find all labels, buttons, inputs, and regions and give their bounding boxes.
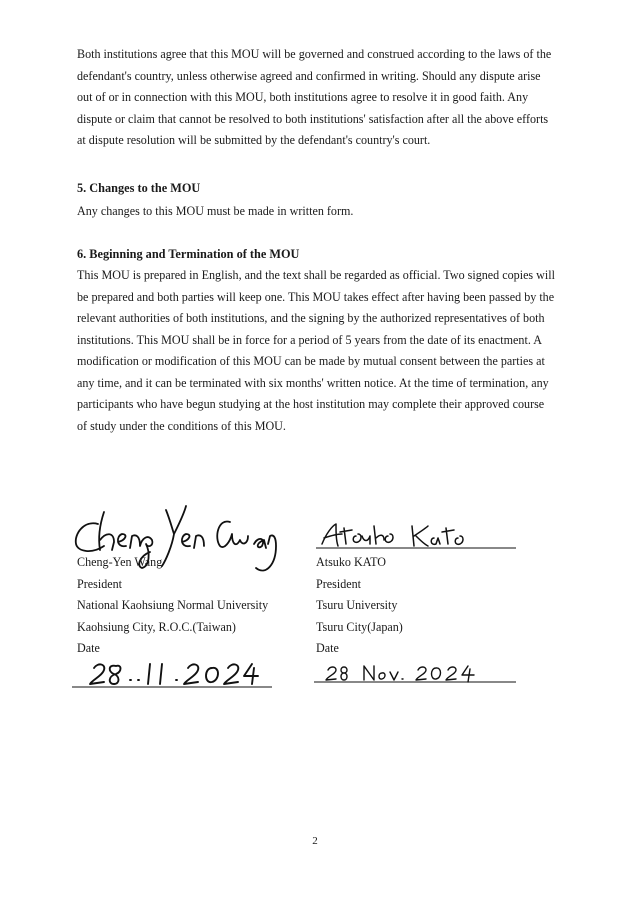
signatory-left-institution: National Kaohsiung Normal University (77, 598, 269, 613)
signatory-right-location: Tsuru City(Japan) (316, 619, 403, 634)
governing-law-paragraph: Both institutions agree that this MOU will be governed and construed according to the laws of the defendant's country, unless otherwise agreed and confirmed in writing. Should any dispute arise out of or in connection with this MOU, both institutions agree to resolve it in good faith. Any dispute or claim that cannot be resolved to both institutions' satisfaction after all the above efforts at dispute resolution will be submitted by the defendant's country's court. (77, 47, 552, 147)
signatory-left-location: Kaohsiung City, R.O.C.(Taiwan) (77, 619, 236, 634)
signatory-right-name: Atsuko KATO (316, 555, 386, 569)
section-6-text: This MOU is prepared in English, and the text shall be regarded as official. Two signed copies will be prepared and both parties will keep one. This MOU takes effect after having been passed by the relevant authorities of both institutions, and the signing by the authorized representatives of both institutions. This MOU shall be in force for a period of 5 years from the date of its enactment. A modification or modification of this MOU can be made by mutual consent between the parties at any time, and it can be terminated with six months' written notice. At the time of termination, any participants who have begun studying at the host institution may complete their approved course of study under the conditions of this MOU. (77, 268, 555, 433)
signatory-right-institution: Tsuru University (316, 598, 398, 613)
signatory-left-name: Cheng-Yen Wang (77, 555, 163, 569)
section-6-heading: 6. Beginning and Termination of the MOU (77, 247, 300, 261)
handwritten-date-right (310, 658, 520, 684)
section-5-heading: 5. Changes to the MOU (77, 181, 201, 195)
page-number: 2 (312, 835, 318, 847)
handwritten-date-left (70, 654, 280, 688)
signature-right (310, 518, 520, 552)
signatory-left-title: President (77, 576, 123, 591)
signatory-right-date-label: Date (316, 641, 339, 656)
section-5-text: Any changes to this MOU must be made in written form. (77, 204, 354, 218)
signatory-left (77, 552, 268, 660)
signatory-right (316, 552, 403, 660)
signatory-left-date-label: Date (77, 641, 100, 656)
signatory-right-title: President (316, 576, 362, 591)
